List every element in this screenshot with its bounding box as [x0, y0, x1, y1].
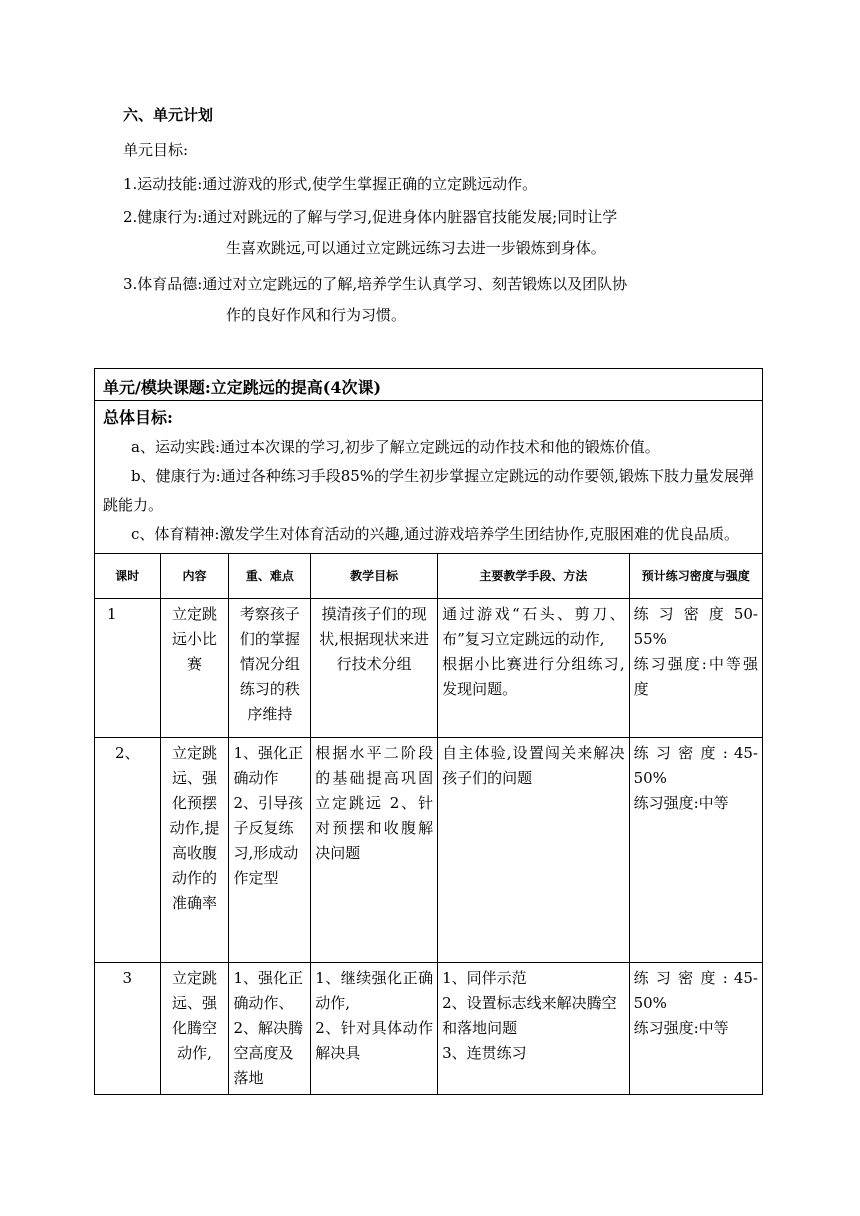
lesson-number: 3	[95, 963, 161, 1095]
header-content: 内容	[160, 554, 229, 599]
method-line: 3、连贯练习	[442, 1044, 527, 1062]
key-point-line: 2、引导孩子反复练习,形成动作定型	[233, 794, 303, 887]
lesson-key-points	[229, 738, 311, 963]
goal-text: 通过对立定跳远的了解,培养学生认真学习、刻苦锻炼以及团队协	[202, 275, 628, 293]
table-row	[95, 738, 763, 963]
goal-text-continued: 作的良好作风和行为习惯。	[226, 306, 407, 324]
header-density: 预计练习密度与强度	[629, 554, 762, 599]
lesson-methods	[438, 738, 629, 963]
method-line: 根据小比赛进行分组练习,发现问题。	[442, 655, 625, 698]
intensity-text: 练习强度:中等	[633, 1019, 729, 1037]
unit-plan-table	[94, 368, 763, 1095]
goal-label: 2.健康行为:	[123, 208, 203, 226]
intensity-text: 练习强度:中等	[633, 794, 729, 812]
lesson-content: 立定跳远小比赛	[160, 599, 229, 738]
lesson-density	[629, 963, 762, 1095]
goal-text: 通过对跳远的了解与学习,促进身体内脏器官技能发展;同时让学	[202, 208, 618, 226]
table-row	[95, 599, 763, 738]
density-text: 练 习 密 度 : 45-50%	[633, 969, 758, 1012]
objective-a: a、运动实践:通过本次课的学习,初步了解立定跳远的动作技术和他的锻炼价值。	[131, 438, 660, 456]
table-title: 单元/模块课题:立定跳远的提高(4次课)	[95, 369, 763, 401]
density-text: 练 习 密 度 : 45-50%	[633, 744, 758, 787]
lesson-density	[629, 738, 762, 963]
table-header-row	[95, 554, 763, 599]
goal-label: 1.运动技能:	[123, 175, 203, 193]
key-point-line: 1、强化正确动作、	[233, 969, 303, 1012]
goal-line: 2、针对具体动作解决具	[315, 1019, 434, 1062]
lesson-goal	[311, 963, 438, 1095]
lesson-content: 立定跳远、强化腾空动作,	[160, 963, 229, 1095]
objective-c: c、体育精神:激发学生对体育活动的兴趣,通过游戏培养学生团结协作,克服困难的优良品质。	[131, 525, 739, 543]
key-point-line: 2、解决腾空高度及落地	[233, 1019, 303, 1087]
method-line: 1、同伴示范	[442, 969, 527, 987]
overall-objectives	[95, 401, 763, 554]
goal-item-2	[123, 206, 618, 257]
lesson-number: 1	[95, 599, 161, 738]
goal-item-1	[123, 173, 537, 194]
header-lesson: 课时	[95, 554, 161, 599]
unit-goals-label: 单元目标:	[123, 141, 189, 159]
lesson-number: 2、	[95, 738, 161, 963]
method-line: 通过游戏“石头、剪刀、布”复习立定跳远的动作,	[442, 605, 625, 648]
lesson-density	[629, 599, 762, 738]
lesson-key-points: 考察孩子们的掌握情况分组练习的秩序维持	[229, 599, 311, 738]
method-line: 2、设置标志线来解决腾空和落地问题	[442, 994, 617, 1037]
goal-item-3	[123, 273, 628, 324]
table-row	[95, 963, 763, 1095]
lesson-methods	[438, 963, 629, 1095]
header-key-points: 重、难点	[229, 554, 311, 599]
method-line: 自主体验,设置闯关来解决孩子们的问题	[442, 744, 625, 787]
lesson-content: 立定跳远、强化预摆动作,提高收腹动作的准确率	[160, 738, 229, 963]
goal-label: 3.体育品德:	[123, 275, 203, 293]
overall-label: 总体目标:	[103, 408, 173, 427]
lesson-key-points	[229, 963, 311, 1095]
goal-line: 1、继续强化正确动作,	[315, 969, 434, 1012]
goal-text: 通过游戏的形式,使学生掌握正确的立定跳远动作。	[202, 175, 538, 193]
objective-b: b、健康行为:通过各种练习手段85%的学生初步掌握立定跳远的动作要领,锻炼下肢力量发展弹跳能力。	[103, 467, 754, 514]
goal-text-continued: 生喜欢跳远,可以通过立定跳远练习去进一步锻炼到身体。	[226, 239, 606, 257]
lesson-methods	[438, 599, 629, 738]
section-heading: 六、单元计划	[123, 106, 214, 124]
header-teaching-goal: 教学目标	[311, 554, 438, 599]
intensity-text: 练习强度:中等强度	[633, 655, 758, 698]
key-point-line: 1、强化正确动作	[233, 744, 303, 787]
lesson-goal: 根据水平二阶段的基础提高巩固立定跳远 2、针对预摆和收腹解决问题	[311, 738, 438, 963]
header-methods: 主要教学手段、方法	[438, 554, 629, 599]
density-text: 练 习 密 度 50-55%	[633, 605, 758, 648]
lesson-goal: 摸清孩子们的现状,根据现状来进行技术分组	[311, 599, 438, 738]
